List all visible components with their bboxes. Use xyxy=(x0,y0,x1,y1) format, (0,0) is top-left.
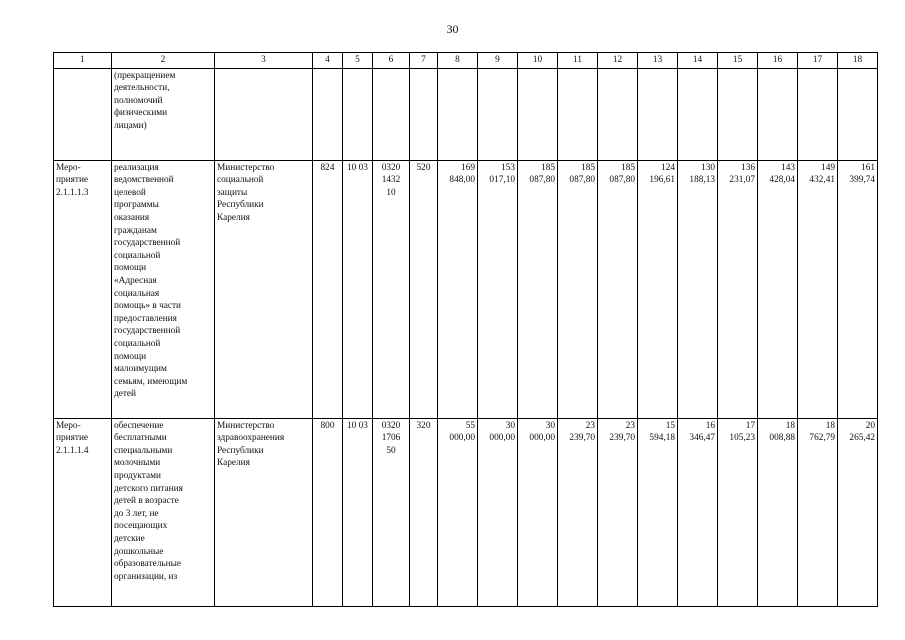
table-cell: 23 239,70 xyxy=(558,418,598,606)
table-cell: реализация ведомственной целевой программы оказания гражданам государственной социальной помощи «Адресная социальная помощь» в части предоставления государственной социальной помощи малоимущим семьям, имеющим детей xyxy=(112,160,215,418)
table-cell: Министерство здравоохранения Республики Карелия xyxy=(215,418,313,606)
column-header: 7 xyxy=(410,53,438,69)
table-cell xyxy=(718,68,758,160)
table-cell: 143 428,04 xyxy=(758,160,798,418)
table-cell xyxy=(313,68,343,160)
table-cell: 185 087,80 xyxy=(518,160,558,418)
table-cell: 124 196,61 xyxy=(638,160,678,418)
table-cell: (прекращением деятельности, полномочий физическими лицами) xyxy=(112,68,215,160)
header-row xyxy=(54,53,878,69)
column-header: 15 xyxy=(718,53,758,69)
table-cell: обеспечение бесплатными специальными молочными продуктами детского питания детей в возрасте до 3 лет, не посещающих детские дошкольные образовательные организации, из xyxy=(112,418,215,606)
table-cell xyxy=(678,68,718,160)
table-cell xyxy=(373,68,410,160)
table-cell: Меро- приятие 2.1.1.1.4 xyxy=(54,418,112,606)
table-cell xyxy=(343,68,373,160)
table-cell: 0320 1706 50 xyxy=(373,418,410,606)
table-cell: 185 087,80 xyxy=(558,160,598,418)
table-cell: 10 03 xyxy=(343,160,373,418)
table-row xyxy=(54,160,878,418)
table-cell: 30 000,00 xyxy=(518,418,558,606)
table-cell: 149 432,41 xyxy=(798,160,838,418)
table-row xyxy=(54,68,878,160)
table-cell: Меро- приятие 2.1.1.1.3 xyxy=(54,160,112,418)
page-number: 30 xyxy=(446,22,459,36)
table-cell xyxy=(518,68,558,160)
table-cell xyxy=(215,68,313,160)
table-cell: 130 188,13 xyxy=(678,160,718,418)
budget-table xyxy=(53,52,878,607)
table-cell xyxy=(838,68,878,160)
table-cell xyxy=(798,68,838,160)
table-cell: Министерство социальной защиты Республики Карелия xyxy=(215,160,313,418)
table-cell xyxy=(438,68,478,160)
table-cell: 0320 1432 10 xyxy=(373,160,410,418)
table-cell: 20 265,42 xyxy=(838,418,878,606)
column-header: 4 xyxy=(313,53,343,69)
table-cell: 30 000,00 xyxy=(478,418,518,606)
table-cell: 17 105,23 xyxy=(718,418,758,606)
table-cell xyxy=(478,68,518,160)
column-header: 6 xyxy=(373,53,410,69)
column-header: 18 xyxy=(838,53,878,69)
table-cell xyxy=(598,68,638,160)
column-header: 8 xyxy=(438,53,478,69)
column-header: 9 xyxy=(478,53,518,69)
column-header: 16 xyxy=(758,53,798,69)
table-cell xyxy=(558,68,598,160)
table-cell xyxy=(54,68,112,160)
table-cell xyxy=(410,68,438,160)
column-header: 11 xyxy=(558,53,598,69)
column-header: 12 xyxy=(598,53,638,69)
table-cell: 185 087,80 xyxy=(598,160,638,418)
column-header: 1 xyxy=(54,53,112,69)
table-cell: 55 000,00 xyxy=(438,418,478,606)
table-row xyxy=(54,418,878,606)
table-cell: 169 848,00 xyxy=(438,160,478,418)
column-header: 3 xyxy=(215,53,313,69)
table-cell: 18 008,88 xyxy=(758,418,798,606)
table-cell: 161 399,74 xyxy=(838,160,878,418)
table-cell: 824 xyxy=(313,160,343,418)
table-cell xyxy=(758,68,798,160)
table-cell: 15 594,18 xyxy=(638,418,678,606)
table-cell: 320 xyxy=(410,418,438,606)
column-header: 10 xyxy=(518,53,558,69)
column-header: 2 xyxy=(112,53,215,69)
table-cell: 23 239,70 xyxy=(598,418,638,606)
column-header: 5 xyxy=(343,53,373,69)
table-cell: 153 017,10 xyxy=(478,160,518,418)
table-cell: 18 762,79 xyxy=(798,418,838,606)
column-header: 13 xyxy=(638,53,678,69)
column-header: 14 xyxy=(678,53,718,69)
table-cell: 10 03 xyxy=(343,418,373,606)
table-cell: 136 231,07 xyxy=(718,160,758,418)
table-cell: 800 xyxy=(313,418,343,606)
table-cell xyxy=(638,68,678,160)
table-cell: 16 346,47 xyxy=(678,418,718,606)
column-header: 17 xyxy=(798,53,838,69)
table-cell: 520 xyxy=(410,160,438,418)
